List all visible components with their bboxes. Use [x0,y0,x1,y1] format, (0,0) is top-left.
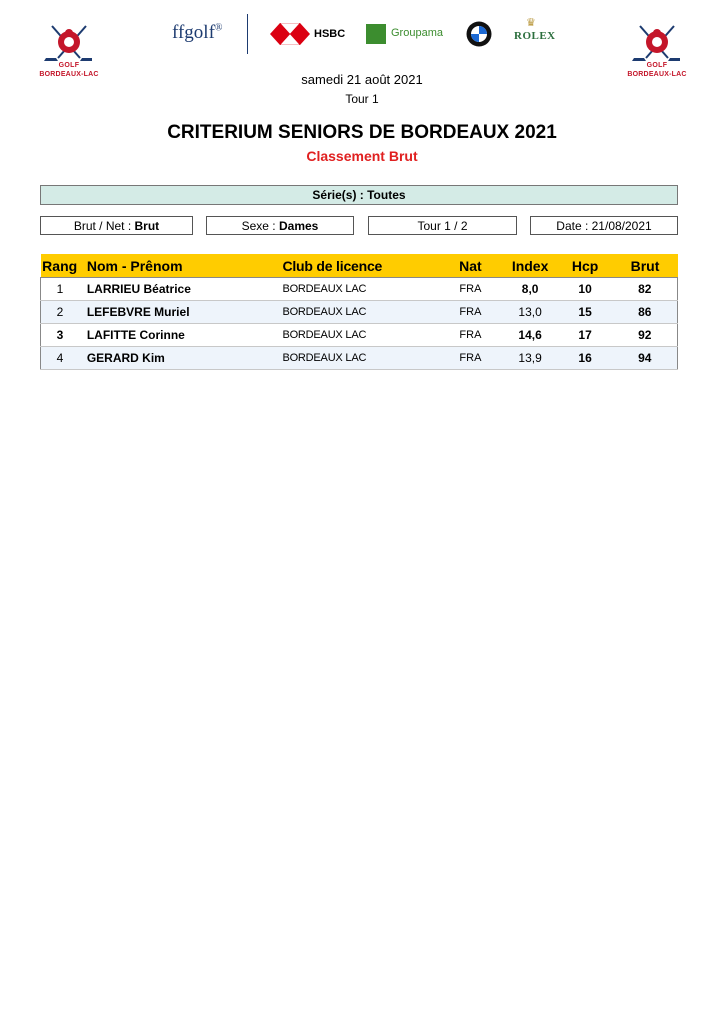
hcp-cell: 17 [558,324,613,347]
rang-cell: 3 [41,324,79,347]
rang-cell: 2 [41,301,79,324]
brut-net-box [40,216,193,235]
table-row [41,347,678,370]
golf-crossed-clubs-icon [32,20,106,64]
event-tour: Tour 1 [345,92,379,106]
nom-cell: LARRIEU Béatrice [79,278,277,301]
ffgolf-text: ffgolf [172,22,215,43]
table-row [41,301,678,324]
page-subtitle: Classement Brut [306,148,418,164]
page-title: CRITERIUM SENIORS DE BORDEAUX 2021 [167,122,557,143]
date-box: Date : 21/08/2021 [530,216,678,235]
index-cell: 13,0 [503,301,558,324]
table-row [41,324,678,347]
brut-net-value: Brut [134,219,160,233]
rolex-text: ROLEX [514,30,556,42]
club-logo-text: GOLF [646,62,668,69]
club-cell: BORDEAUX LAC [276,347,438,370]
bmw-logo-icon [466,21,492,47]
sexe-label: Sexe : [241,219,276,233]
groupama-text: Groupama [391,27,443,39]
hcp-cell: 15 [558,301,613,324]
club-cell: BORDEAUX LAC [276,278,438,301]
club-cell: BORDEAUX LAC [276,301,438,324]
brut-cell: 92 [612,324,677,347]
results-table [40,254,678,370]
col-club: Club de licence [276,254,438,278]
event-date: samedi 21 août 2021 [301,72,423,87]
col-rang: Rang [41,254,79,278]
hcp-cell: 16 [558,347,613,370]
index-cell: 14,6 [503,324,558,347]
nom-cell: LAFITTE Corinne [79,324,277,347]
golf-crossed-clubs-icon [620,20,694,64]
club-logo-text: BORDEAUX-LAC [39,71,99,78]
nom-cell: LEFEBVRE Muriel [79,301,277,324]
divider [247,14,248,54]
nat-cell: FRA [438,347,502,370]
sexe-box [206,216,354,235]
club-cell: BORDEAUX LAC [276,324,438,347]
rang-cell: 4 [41,347,79,370]
nom-cell: GERARD Kim [79,347,277,370]
groupama-logo-icon [366,24,386,44]
ffgolf-logo [172,22,223,44]
table-header-row [41,254,678,278]
brut-cell: 86 [612,301,677,324]
index-cell: 8,0 [503,278,558,301]
tour-box: Tour 1 / 2 [368,216,517,235]
club-logo-text: GOLF [58,62,80,69]
brut-cell: 82 [612,278,677,301]
col-nat: Nat [438,254,502,278]
sexe-value: Dames [279,219,319,233]
rang-cell: 1 [41,278,79,301]
brut-net-label: Brut / Net : [73,219,132,233]
club-logo-text: BORDEAUX-LAC [627,71,687,78]
brut-cell: 94 [612,347,677,370]
col-brut: Brut [612,254,677,278]
hcp-cell: 10 [558,278,613,301]
sponsors-banner [150,8,580,60]
hsbc-logo-icon [270,23,310,45]
hsbc-text: HSBC [314,28,346,40]
nat-cell: FRA [438,324,502,347]
col-index: Index [503,254,558,278]
col-nom: Nom - Prênom [79,254,277,278]
table-row [41,278,678,301]
col-hcp: Hcp [558,254,613,278]
registered-mark: ® [214,22,223,34]
nat-cell: FRA [438,301,502,324]
index-cell: 13,9 [503,347,558,370]
rolex-crown-icon: ♛ [526,17,536,29]
nat-cell: FRA [438,278,502,301]
series-bar: Série(s) : Toutes [40,185,678,205]
